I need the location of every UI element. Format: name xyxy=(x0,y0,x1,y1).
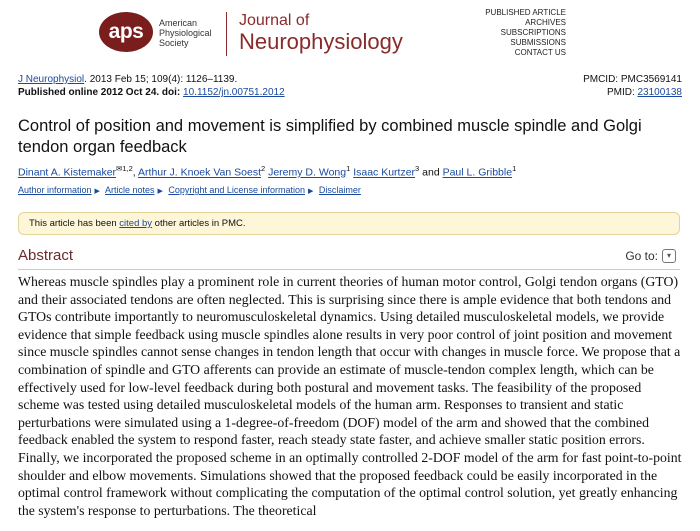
nav-published-article[interactable]: PUBLISHED ARTICLE xyxy=(485,8,566,17)
nav-submissions[interactable]: SUBMISSIONS xyxy=(510,38,566,47)
citation-details: . 2013 Feb 15; 109(4): 1126–1139. xyxy=(84,74,238,85)
disclaimer-link[interactable]: Disclaimer xyxy=(318,185,361,195)
cited-by-link[interactable]: cited by xyxy=(119,218,153,229)
journal-title-line1: Journal of xyxy=(239,12,310,29)
author-link[interactable]: Isaac Kurtzer xyxy=(353,166,416,179)
cited-suffix: other articles in PMC. xyxy=(152,218,246,229)
doi-link[interactable]: 10.1152/jn.00751.2012 xyxy=(183,87,285,98)
logo-divider xyxy=(226,12,227,56)
triangle-right-icon: ▶ xyxy=(307,188,314,195)
pmid-label: PMID: xyxy=(606,87,638,98)
nav-archives[interactable]: ARCHIVES xyxy=(525,18,566,27)
cited-prefix: This article has been xyxy=(29,218,120,229)
published-label: Published online 2012 Oct 24. doi: xyxy=(18,87,184,98)
triangle-right-icon: ▶ xyxy=(94,188,100,195)
author-list: Dinant A. Kistemaker$^{✉1,2}$, Arthur J. Knoek Van Soest$^2$ Jeremy D. Wong$^1$ Isaac Kurtzer$^3$ and Paul L. Gribble$^1$ xyxy=(18,164,517,179)
society-line: American xyxy=(159,18,198,28)
article-title: Control of position and movement is simplified by combined muscle spindle and Golgi tendon organ feedback xyxy=(18,117,642,156)
citation-block xyxy=(18,73,285,99)
copyright-link[interactable]: Copyright and License information xyxy=(168,185,305,195)
aps-logo[interactable]: aps xyxy=(99,12,153,52)
top-nav xyxy=(485,8,566,58)
nav-subscriptions[interactable]: SUBSCRIPTIONS xyxy=(500,28,566,37)
abstract-text: Whereas muscle spindles play a prominent role in current theories of human motor control, Golgi tendon organs (GTO) and their associated tendons are often neglected. This is surprising since there is ample evidence that both tendons and GTOs contribute importantly to neuromusculoskeletal dynamics. Using detailed musculoskeletal models, we provide evidence that simple feedback using muscle spindles alone results in very poor control of joint position and movement since muscle spindles cannot sense changes in tendon length that occur with changes in muscle force. We propose that a combination of spindle and GTO afferents can provide an estimate of muscle-tendon complex length, which can be effectively used for low-level feedback during both postural and movement tasks. The feasibility of the proposed scheme was tested using detailed musculoskeletal models of the human arm. Responses to transient and static perturbations were simulated using a 1-degree-of-freedom (DOF) model of the arm and showed that the combined feedback enabled the system to respond faster, reach steady state faster, and achieve smaller static position errors. Finally, we incorporated the proposed scheme in an optimally controlled 2-DOF model of the arm for fast point-to-point shoulder and elbow movements. Simulations showed that the proposed feedback could be easily incorporated in the optimal control framework without complicating the computation of the optimal control solution, yet greatly enhancing the system's response to perturbations. The theoretical xyxy=(18,274,682,518)
site-header xyxy=(0,0,700,68)
abstract-header xyxy=(18,247,680,270)
pmcid: PMCID: PMC3569141 xyxy=(583,74,682,85)
goto-menu[interactable] xyxy=(625,249,676,263)
chevron-down-icon[interactable]: ▾ xyxy=(662,249,676,263)
journal-title[interactable] xyxy=(239,12,403,54)
pmid-link[interactable]: 23100138 xyxy=(637,87,682,98)
author-affil: 1 xyxy=(512,164,517,173)
goto-label: Go to: xyxy=(625,249,658,263)
author-affil: 2 xyxy=(261,164,266,173)
nav-contact-us[interactable]: CONTACT US xyxy=(514,48,566,57)
article-notes-link[interactable]: Article notes xyxy=(104,185,155,195)
society-name xyxy=(159,18,212,48)
author-affil: 3 xyxy=(415,164,420,173)
triangle-right-icon: ▶ xyxy=(157,188,163,195)
and-word: and xyxy=(422,166,440,179)
author-information-link[interactable]: Author information xyxy=(18,185,92,195)
society-line: Physiological xyxy=(159,28,212,38)
abstract-heading: Abstract xyxy=(18,247,74,264)
author-link[interactable]: Arthur J. Knoek Van Soest xyxy=(138,166,261,179)
cited-by-notice xyxy=(18,212,680,235)
author-link[interactable]: Paul L. Gribble xyxy=(442,166,513,179)
author-link[interactable]: Jeremy D. Wong xyxy=(268,166,347,179)
article-info-links xyxy=(18,184,361,198)
author-affil[interactable]: ✉1,2 xyxy=(116,164,133,173)
journal-title-line2: Neurophysiology xyxy=(239,29,403,54)
journal-link[interactable]: J Neurophysiol xyxy=(18,74,85,85)
pmc-ids xyxy=(583,73,682,99)
society-line: Society xyxy=(159,38,189,48)
author-link[interactable]: Dinant A. Kistemaker xyxy=(18,166,117,179)
author-affil: 1 xyxy=(346,164,351,173)
